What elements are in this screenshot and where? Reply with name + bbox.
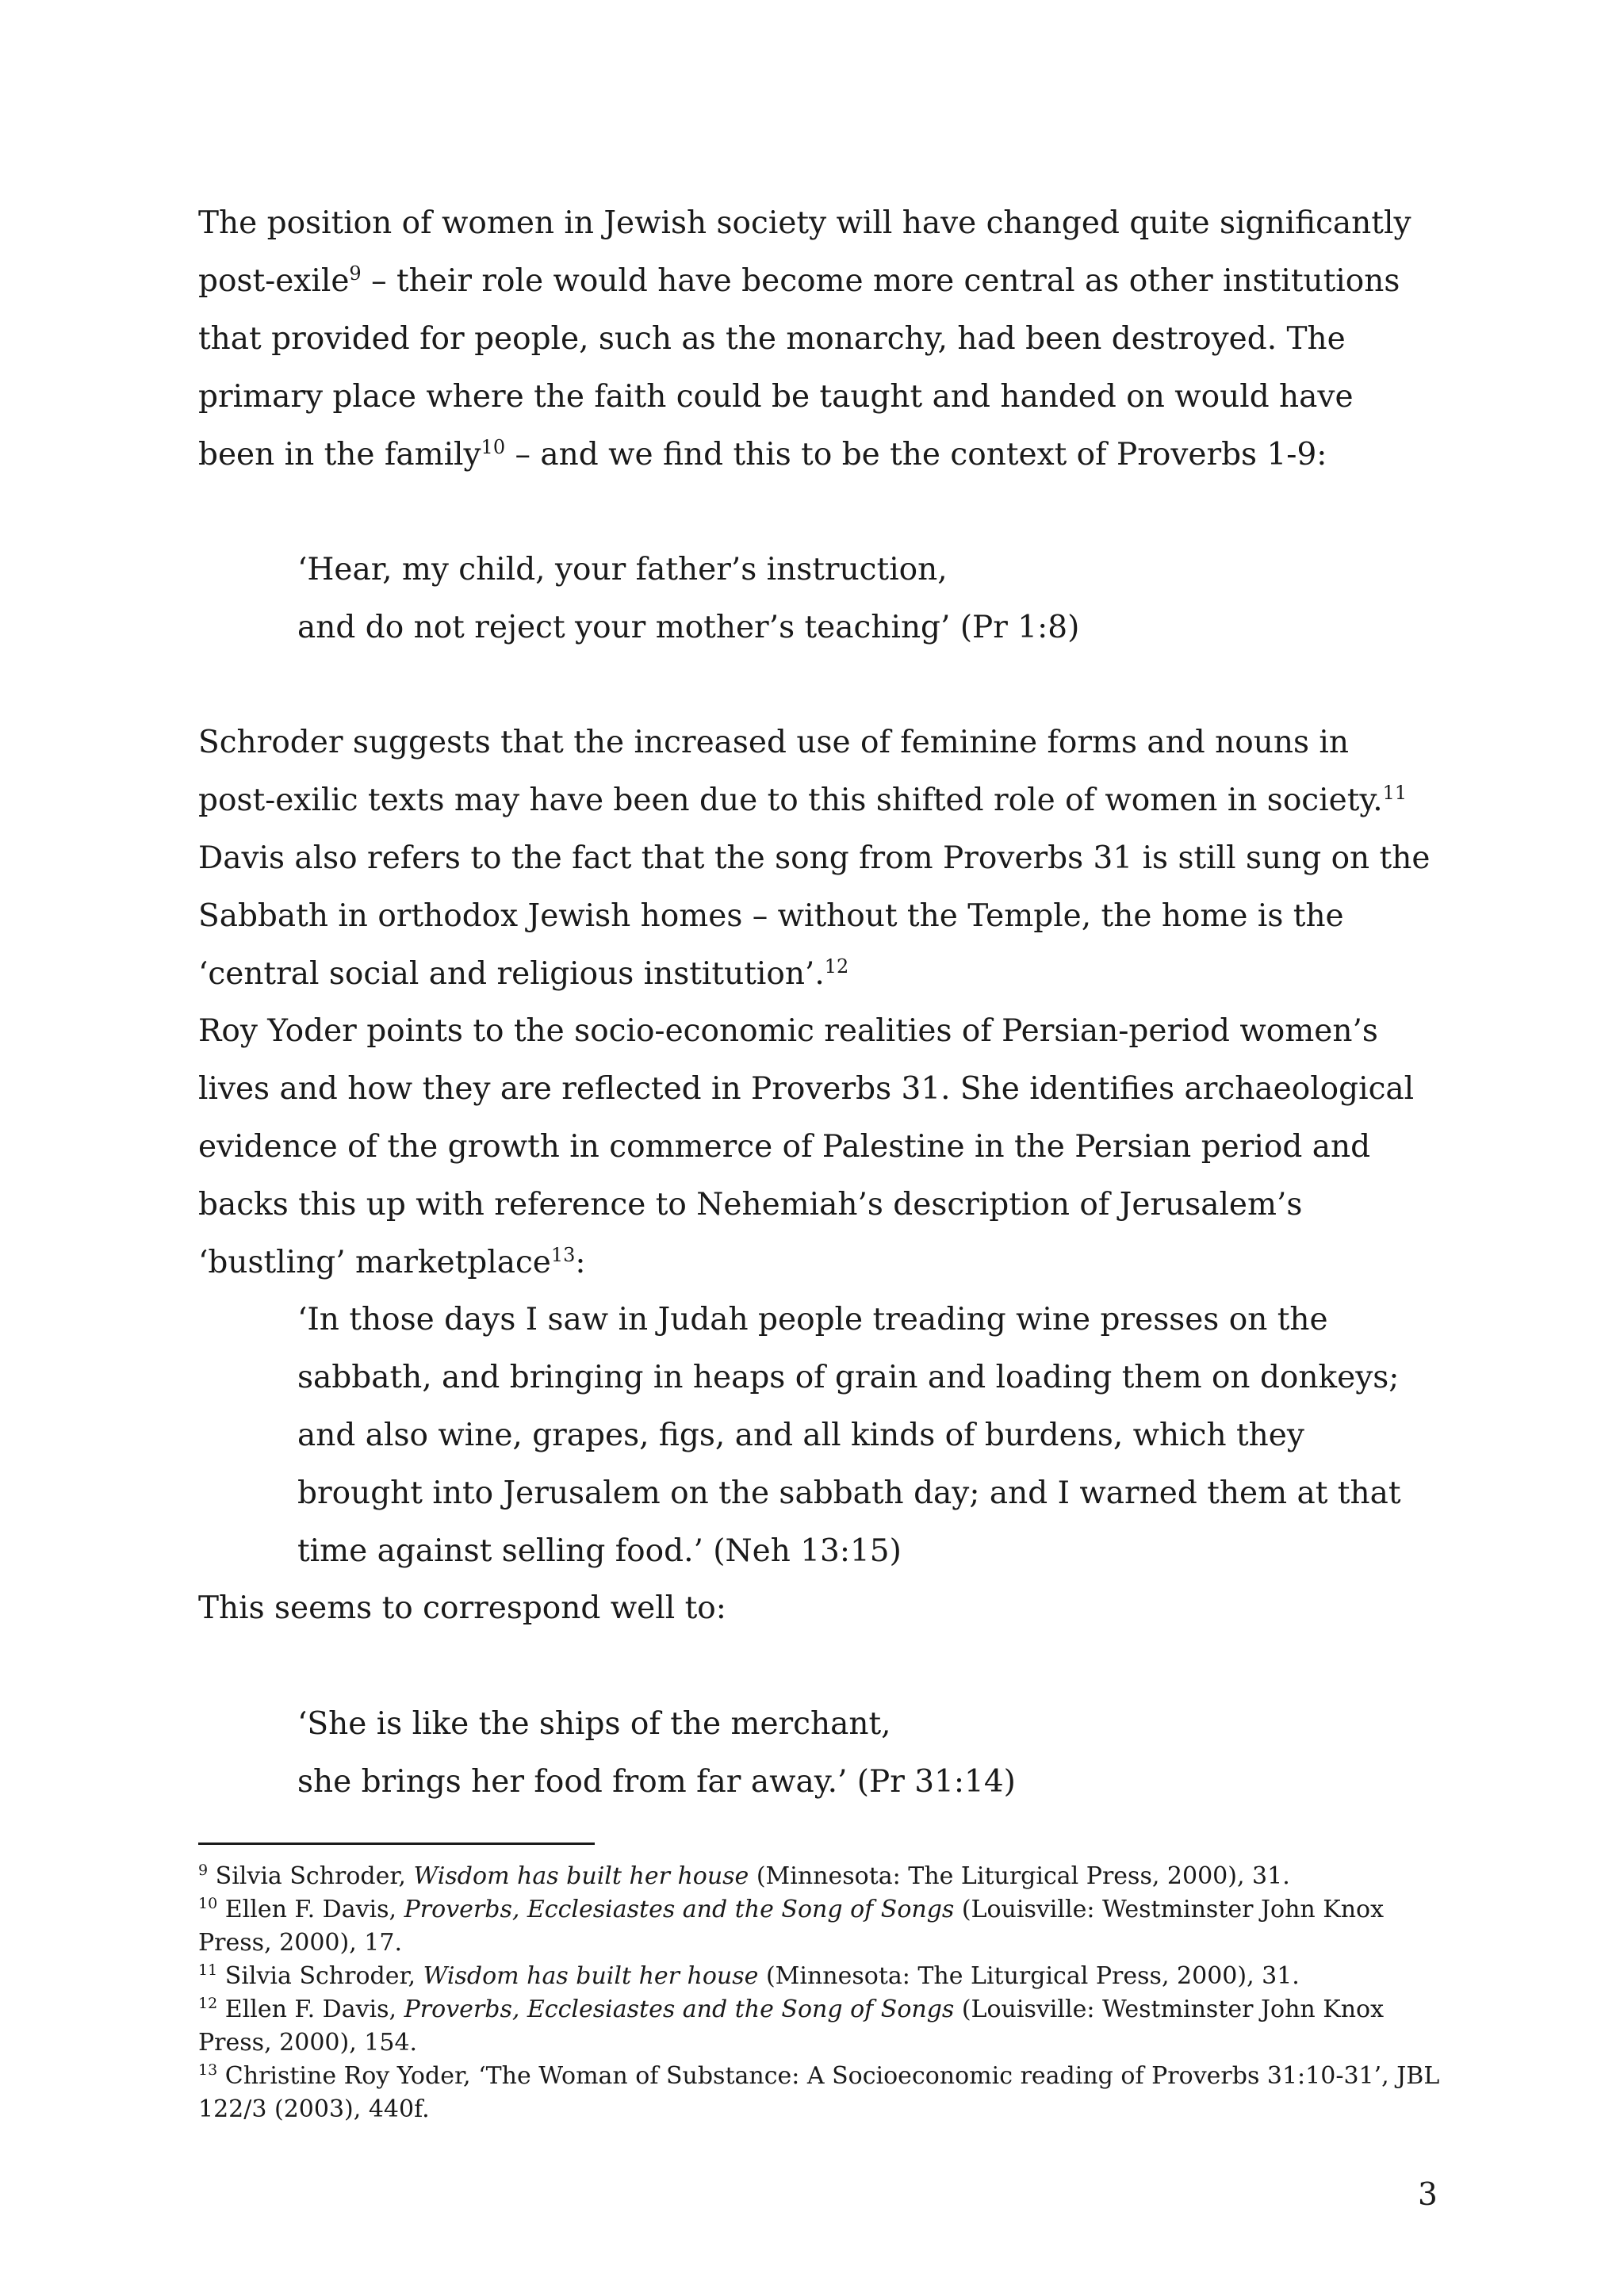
quote-1-line-2: and do not reject your mother’s teaching’ (Pr 1:8) (297, 610, 1080, 645)
quote-proverbs-1-8 (297, 541, 1431, 656)
footnote-13 (198, 2060, 1443, 2126)
footnote-10-title: Proverbs, Ecclesiastes and the Song of Songs (404, 1896, 955, 1923)
paragraph-3-text-b: : (575, 1245, 586, 1280)
paragraph-4: This seems to correspond well to: (198, 1590, 726, 1626)
quote-proverbs-31-14 (297, 1695, 1431, 1811)
footnote-separator (198, 1843, 595, 1845)
footnote-12-number: 12 (198, 1995, 218, 2012)
footnote-10-number: 10 (198, 1895, 218, 1912)
footnote-ref-11[interactable]: 11 (1382, 782, 1408, 804)
footnote-ref-12[interactable]: 12 (824, 955, 849, 978)
footnote-9-details: (Minnesota: The Liturgical Press, 2000), 31. (749, 1862, 1290, 1890)
paragraph-1-text-c: – and we find this to be the context of Proverbs 1-9: (505, 437, 1327, 473)
footnote-ref-9[interactable]: 9 (349, 262, 362, 285)
paragraph-1 (198, 194, 1435, 484)
footnote-12-author: Ellen F. Davis, (224, 1996, 404, 2023)
page-number: 3 (1418, 2177, 1438, 2213)
quote-3-line-2: she brings her food from far away.’ (Pr 31:14) (297, 1764, 1016, 1800)
footnote-13-citation: Christine Roy Yoder, ‘The Woman of Substance: A Socioeconomic reading of Proverbs 31:10-31’, JBL 122/3 (2003), 440f. (198, 2062, 1440, 2123)
footnote-9-number: 9 (198, 1862, 209, 1879)
footnote-13-number: 13 (198, 2061, 218, 2079)
paragraph-2-text-b: Davis also refers to the fact that the song from Proverbs 31 is still sung on the Sabbath in orthodox Jewish homes – without the Temple, the home is the ‘central social and religious institution’. (198, 840, 1431, 992)
footnote-11-author: Silvia Schroder, (224, 1962, 423, 1990)
footnote-10-author: Ellen F. Davis, (224, 1896, 404, 1923)
paragraph-2 (198, 714, 1435, 1003)
paragraph-1-text-b: – their role would have become more central as other institutions that provided for people, such as the monarchy, had been destroyed. The primary place where the faith could be taught and handed on would have been in the family (198, 263, 1400, 473)
footnote-11-details: (Minnesota: The Liturgical Press, 2000), 31. (758, 1962, 1300, 1990)
paragraph-3 (198, 1002, 1435, 1292)
footnote-11-title: Wisdom has built her house (423, 1962, 759, 1990)
footnote-9 (198, 1860, 1443, 1893)
footnote-12-title: Proverbs, Ecclesiastes and the Song of Songs (404, 1996, 955, 2023)
footnote-ref-10[interactable]: 10 (481, 436, 506, 458)
footnote-12 (198, 1993, 1443, 2060)
footnote-10 (198, 1893, 1443, 1960)
paragraph-3-text-a: Roy Yoder points to the socio-economic realities of Persian-period women’s lives and how they are reflected in Proverbs 31. She identifies archaeological evidence of the growth in commerce of Palestine in the Persian period and backs this up with reference to Nehemiah’s description of Jerusalem’s ‘bustling’ marketplace (198, 1013, 1415, 1280)
quote-1-line-1: ‘Hear, my child, your father’s instruction, (297, 552, 948, 587)
footnote-12-details: (Louisville: Westminster John Knox Press, 2000), 154. (198, 1996, 1384, 2057)
footnote-9-title: Wisdom has built her house (413, 1862, 749, 1890)
footnote-11-number: 11 (198, 1961, 218, 1979)
footnote-ref-13[interactable]: 13 (550, 1244, 576, 1266)
quote-3-line-1: ‘She is like the ships of the merchant, (297, 1706, 891, 1742)
footnote-11 (198, 1960, 1443, 1993)
footnote-9-author: Silvia Schroder, (215, 1862, 414, 1890)
footnote-10-details: (Louisville: Westminster John Knox Press, 2000), 17. (198, 1896, 1384, 1957)
paragraph-1-text-a: The position of women in Jewish society will have changed quite significantly post-exile (198, 205, 1411, 299)
paragraph-2-text-a: Schroder suggests that the increased use of feminine forms and nouns in post-exilic texts may have been due to this shifted role of women in society. (198, 725, 1383, 818)
quote-nehemiah-13-15: ‘In those days I saw in Judah people treading wine presses on the sabbath, and bringing in heaps of grain and loading them on donkeys; and also wine, grapes, figs, and all kinds of burdens, which they brought into Jerusalem on the sabbath day; and I warned them at that time against selling food.’ (Neh 13:15) (297, 1302, 1401, 1569)
